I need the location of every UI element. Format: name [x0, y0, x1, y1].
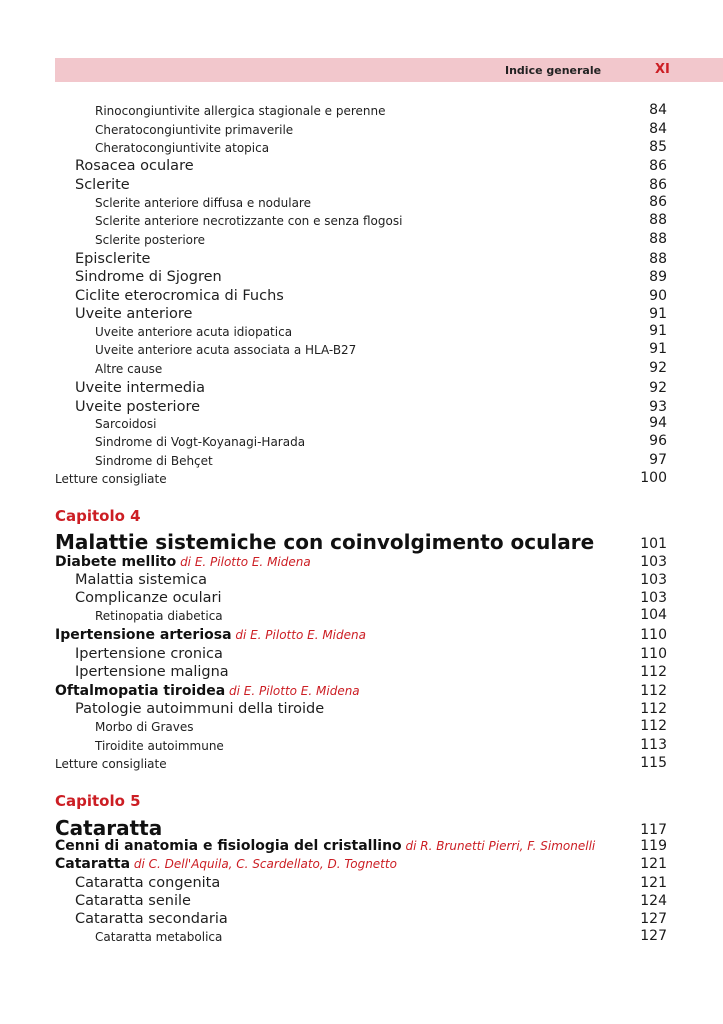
running-header-title: Indice generale — [505, 64, 602, 77]
page-number: 100 — [640, 470, 667, 486]
entry-title: Uveite posteriore — [75, 399, 201, 415]
section-title: Cenni di anatomia e fisiologia del cristallino — [55, 838, 402, 854]
entry-title: Uveite anteriore acuta associata a HLA-B27 — [95, 343, 357, 357]
chapter-label: Capitolo 5 — [55, 792, 141, 810]
page-number: 121 — [640, 856, 667, 872]
entry-title: Patologie autoimmuni della tiroide — [75, 701, 325, 717]
entry-title: Ciclite eterocromica di Fuchs — [75, 288, 284, 304]
chapter-title: Cataratta — [55, 816, 163, 840]
chapter-title: Malattie sistemiche con coinvolgimento oculare — [55, 530, 595, 554]
section-author: di E. Pilotto E. Midena — [231, 628, 366, 642]
entry-title: Cheratocongiuntivite primaverile — [95, 123, 294, 137]
page-number: 92 — [649, 360, 667, 376]
entry-title: Rinocongiuntivite allergica stagionale e perenne — [95, 104, 386, 118]
entry-title: Sclerite — [75, 177, 130, 193]
page-number: 121 — [640, 875, 667, 891]
page-number: 84 — [649, 102, 667, 118]
entry-title: Tiroidite autoimmune — [95, 739, 224, 753]
page-number: 101 — [640, 536, 667, 552]
running-header-page-number: XI — [655, 62, 670, 77]
page-number: 127 — [640, 911, 667, 927]
entry-title: Letture consigliate — [55, 472, 167, 486]
entry-title: Rosacea oculare — [75, 158, 194, 174]
page-number: 113 — [640, 737, 667, 753]
section-title: Cataratta — [55, 856, 131, 872]
entry-title: Cataratta metabolica — [95, 930, 223, 944]
page-number: 96 — [649, 433, 667, 449]
entry-title: Sclerite anteriore diffusa e nodulare — [95, 196, 311, 210]
page-number: 90 — [649, 288, 667, 304]
page-number: 91 — [649, 341, 667, 357]
page-number: 112 — [640, 718, 667, 734]
page-number: 84 — [649, 121, 667, 137]
entry-title: Morbo di Graves — [95, 720, 194, 734]
entry-title: Malattia sistemica — [75, 572, 207, 588]
page-number: 103 — [640, 590, 667, 606]
page-number: 92 — [649, 380, 667, 396]
entry-title: Ipertensione maligna — [75, 664, 229, 680]
page-number: 91 — [649, 306, 667, 322]
section-heading — [55, 856, 397, 872]
running-header-band — [55, 58, 723, 82]
entry-title: Sclerite posteriore — [95, 233, 206, 247]
page-number: 112 — [640, 664, 667, 680]
page-number: 86 — [649, 194, 667, 210]
page-number: 124 — [640, 893, 667, 909]
page-number: 88 — [649, 251, 667, 267]
page-number: 110 — [640, 646, 667, 662]
entry-title: Cataratta senile — [75, 893, 191, 909]
page-number: 103 — [640, 572, 667, 588]
entry-title: Ipertensione cronica — [75, 646, 223, 662]
page-number: 117 — [640, 822, 667, 838]
entry-title: Cheratocongiuntivite atopica — [95, 141, 270, 155]
section-author: di R. Brunetti Pierri, F. Simonelli — [401, 839, 596, 853]
section-title: Diabete mellito — [55, 554, 177, 570]
page-number: 86 — [649, 177, 667, 193]
page-number: 104 — [640, 607, 667, 623]
page-number: 91 — [649, 323, 667, 339]
page-number: 127 — [640, 928, 667, 944]
page-number: 88 — [649, 231, 667, 247]
section-author: di E. Pilotto E. Midena — [176, 555, 311, 569]
entry-title: Sclerite anteriore necrotizzante con e senza flogosi — [95, 214, 403, 228]
entry-title: Uveite intermedia — [75, 380, 206, 396]
page-number: 88 — [649, 212, 667, 228]
entry-title: Letture consigliate — [55, 757, 167, 771]
section-title: Oftalmopatia tiroidea — [55, 683, 226, 699]
page-number: 93 — [649, 399, 667, 415]
entry-title: Sindrome di Behçet — [95, 454, 213, 468]
page-number: 112 — [640, 701, 667, 717]
chapter-label: Capitolo 4 — [55, 507, 141, 525]
section-heading — [55, 554, 311, 570]
entry-title: Uveite anteriore — [75, 306, 193, 322]
section-author: di C. Dell'Aquila, C. Scardellato, D. Tognetto — [130, 857, 397, 871]
section-author: di E. Pilotto E. Midena — [225, 684, 360, 698]
section-heading — [55, 838, 595, 854]
entry-title: Episclerite — [75, 251, 151, 267]
entry-title: Uveite anteriore acuta idiopatica — [95, 325, 293, 339]
page-number: 103 — [640, 554, 667, 570]
page-number: 112 — [640, 683, 667, 699]
page-number: 94 — [649, 415, 667, 431]
section-title: Ipertensione arteriosa — [55, 627, 232, 643]
page-number: 86 — [649, 158, 667, 174]
page-number: 119 — [640, 838, 667, 854]
entry-title: Sarcoidosi — [95, 417, 157, 431]
entry-title: Altre cause — [95, 362, 163, 376]
section-heading — [55, 627, 366, 643]
page-number: 115 — [640, 755, 667, 771]
entry-title: Sindrome di Vogt-Koyanagi-Harada — [95, 435, 306, 449]
page-number: 97 — [649, 452, 667, 468]
entry-title: Cataratta secondaria — [75, 911, 228, 927]
entry-title: Retinopatia diabetica — [95, 609, 223, 623]
page-number: 110 — [640, 627, 667, 643]
section-heading — [55, 683, 360, 699]
entry-title: Cataratta congenita — [75, 875, 221, 891]
entry-title: Sindrome di Sjogren — [75, 269, 222, 285]
page-number: 85 — [649, 139, 667, 155]
page-number: 89 — [649, 269, 667, 285]
entry-title: Complicanze oculari — [75, 590, 222, 606]
